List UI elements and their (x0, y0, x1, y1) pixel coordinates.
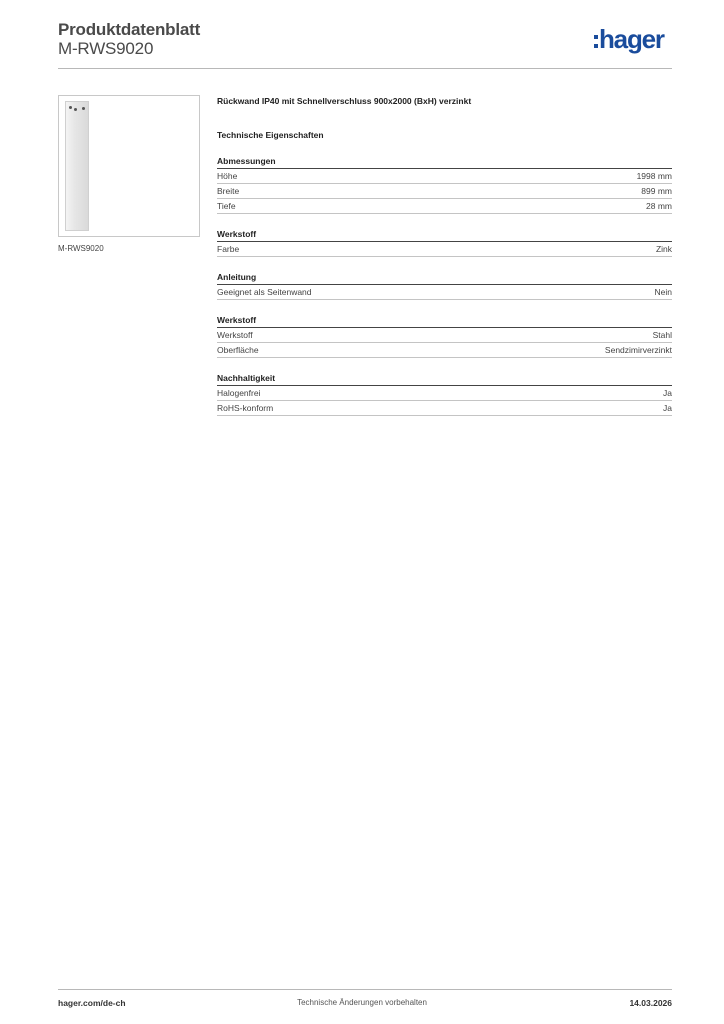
product-image (58, 95, 200, 237)
property-row (217, 401, 672, 416)
property-value: Stahl (652, 330, 672, 340)
section-werkstoff (217, 314, 672, 358)
property-row (217, 285, 672, 300)
header-divider (58, 68, 672, 69)
property-value: Nein (654, 287, 672, 297)
footer-divider (58, 989, 672, 990)
property-label: Höhe (217, 171, 238, 181)
document-title: Produktdatenblatt (58, 20, 201, 39)
property-value: 899 mm (641, 186, 672, 196)
property-value: Sendzimirverzinkt (604, 345, 672, 355)
section-title: Werkstoff (217, 314, 672, 328)
article-number: M-RWS9020 (58, 39, 154, 58)
property-label: Halogenfrei (217, 388, 261, 398)
property-value: Ja (663, 388, 672, 398)
property-row (217, 242, 672, 257)
section-abmessungen (217, 155, 672, 214)
property-row (217, 199, 672, 214)
property-label: Breite (217, 186, 240, 196)
image-caption: M-RWS9020 (58, 244, 104, 253)
property-row (217, 343, 672, 358)
hager-logo (594, 24, 664, 54)
product-description: Rückwand IP40 mit Schnellverschluss 900x2000 (BxH) verzinkt (217, 96, 472, 106)
property-value: Ja (663, 403, 672, 413)
section-title: Abmessungen (217, 155, 672, 169)
footer-date: 14.03.2026 (629, 998, 672, 1008)
property-label: Farbe (217, 244, 240, 254)
property-label: Tiefe (217, 201, 236, 211)
property-label: RoHS-konform (217, 403, 274, 413)
property-value: Zink (655, 244, 672, 254)
footer-website-link[interactable]: hager.com/de-ch (58, 998, 126, 1008)
property-row (217, 386, 672, 401)
logo-wordmark: hager (599, 24, 664, 54)
property-label: Geeignet als Seitenwand (217, 287, 312, 297)
property-label: Oberfläche (217, 345, 259, 355)
property-row (217, 184, 672, 199)
logo-dots-icon (594, 35, 598, 48)
property-label: Werkstoff (217, 330, 253, 340)
section-title: Nachhaltigkeit (217, 372, 672, 386)
property-row (217, 169, 672, 184)
back-panel-illustration (65, 101, 89, 231)
property-value: 1998 mm (636, 171, 672, 181)
property-row (217, 328, 672, 343)
section-title: Anleitung (217, 271, 672, 285)
footer-notice: Technische Änderungen vorbehalten (297, 998, 427, 1007)
section-werkstoff-farbe (217, 228, 672, 257)
section-anleitung (217, 271, 672, 300)
product-details (217, 95, 672, 416)
property-value: 28 mm (646, 201, 672, 211)
section-nachhaltigkeit (217, 372, 672, 416)
section-title: Werkstoff (217, 228, 672, 242)
properties-heading: Technische Eigenschaften (217, 130, 324, 140)
